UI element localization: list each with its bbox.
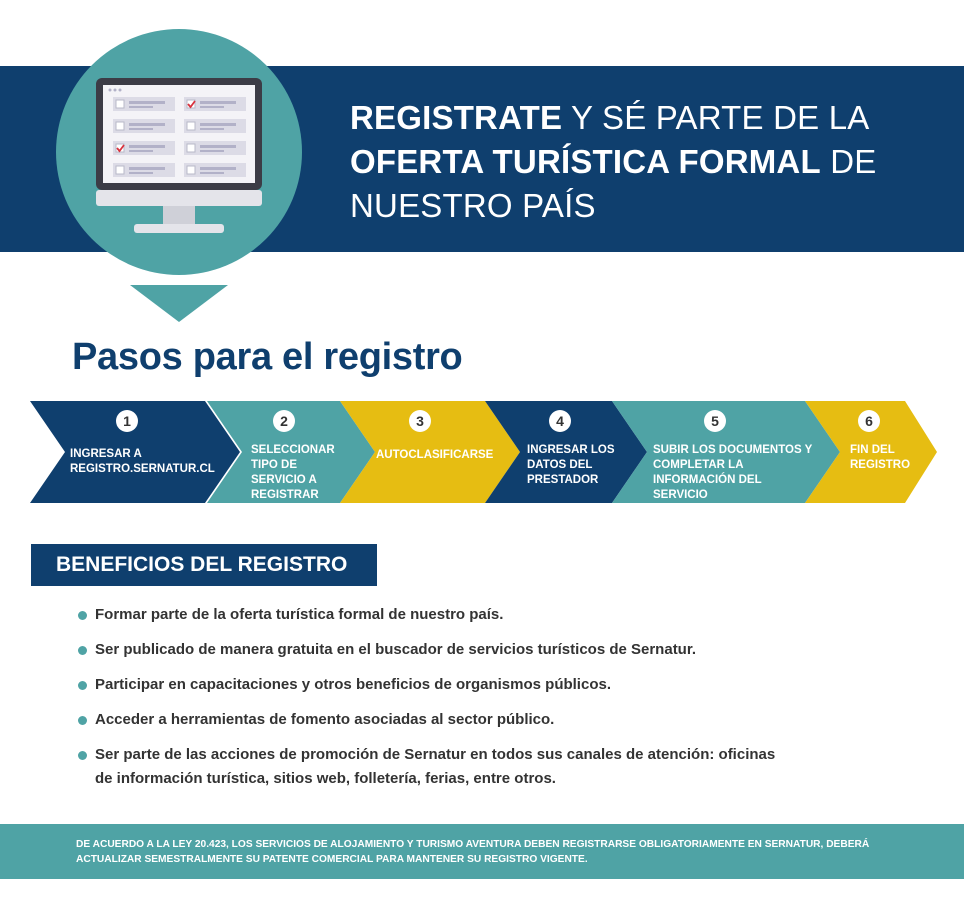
bullet-icon — [78, 751, 87, 760]
step-5-label: SUBIR LOS DOCUMENTOS Y COMPLETAR LA INFORMACIÓN DEL SERVICIO — [653, 444, 813, 501]
benefit-item — [78, 638, 938, 662]
bullet-icon — [78, 646, 87, 655]
benefit-text: Participar en capacitaciones y otros beneficios de organismos públicos. — [95, 676, 611, 693]
benefit-item — [78, 673, 938, 697]
step-6-number: 6 — [858, 410, 880, 432]
bullet-icon — [78, 611, 87, 620]
step-2-label: SELECCIONAR TIPO DE SERVICIO A REGISTRAR — [251, 444, 335, 501]
step-1-number: 1 — [116, 410, 138, 432]
step-4-number: 4 — [549, 410, 571, 432]
benefit-text: Formar parte de la oferta turística formal de nuestro país. — [95, 606, 504, 623]
headline-rest-1: Y SÉ PARTE DE LA — [562, 99, 870, 136]
step-3-label: AUTOCLASIFICARSE — [376, 449, 494, 461]
benefits-title: BENEFICIOS DEL REGISTRO — [31, 544, 377, 586]
benefit-item — [78, 708, 938, 732]
step-6-label: FIN DEL REGISTRO — [850, 444, 911, 471]
steps-title: Pasos para el registro — [72, 336, 463, 378]
step-5-number: 5 — [704, 410, 726, 432]
footer-note: DE ACUERDO A LA LEY 20.423, LOS SERVICIOS DE ALOJAMIENTO Y TURISMO AVENTURA DEBEN REGISTRARSE OBLIGATORIAMENTE EN SERNATUR, DEBERÁ ACTUALIZAR SEMESTRALMENTE SU PATENTE COMERCIAL PARA MANTENER SU REGISTRO VIGENTE. — [0, 824, 964, 879]
benefit-item — [78, 603, 938, 627]
benefit-text: Ser publicado de manera gratuita en el buscador de servicios turísticos de Sernatur. — [95, 641, 697, 658]
bullet-icon — [78, 716, 87, 725]
headline-line-3: NUESTRO PAÍS — [350, 187, 596, 224]
step-3-number: 3 — [409, 410, 431, 432]
step-1-label: INGRESAR A REGISTRO.SERNATUR.CL — [70, 448, 215, 475]
headline-bold-2: OFERTA TURÍSTICA FORMAL — [350, 143, 821, 180]
step-2-number: 2 — [273, 410, 295, 432]
benefit-text: Ser parte de las acciones de promoción de Sernatur en todos sus canales de atención: oficinas de información turística, sitios web, folletería, ferias, entre otros. — [95, 746, 776, 787]
benefit-text: Acceder a herramientas de fomento asociadas al sector público. — [95, 711, 555, 728]
headline-rest-2: DE — [820, 143, 877, 180]
headline-bold-1: REGISTRATE — [350, 99, 563, 136]
benefit-item — [78, 743, 785, 791]
benefits-list — [78, 603, 938, 802]
bullet-icon — [78, 681, 87, 690]
headline — [350, 96, 950, 228]
step-4-label: INGRESAR LOS DATOS DEL PRESTADOR — [527, 444, 615, 486]
computer-form-icon — [0, 0, 320, 330]
